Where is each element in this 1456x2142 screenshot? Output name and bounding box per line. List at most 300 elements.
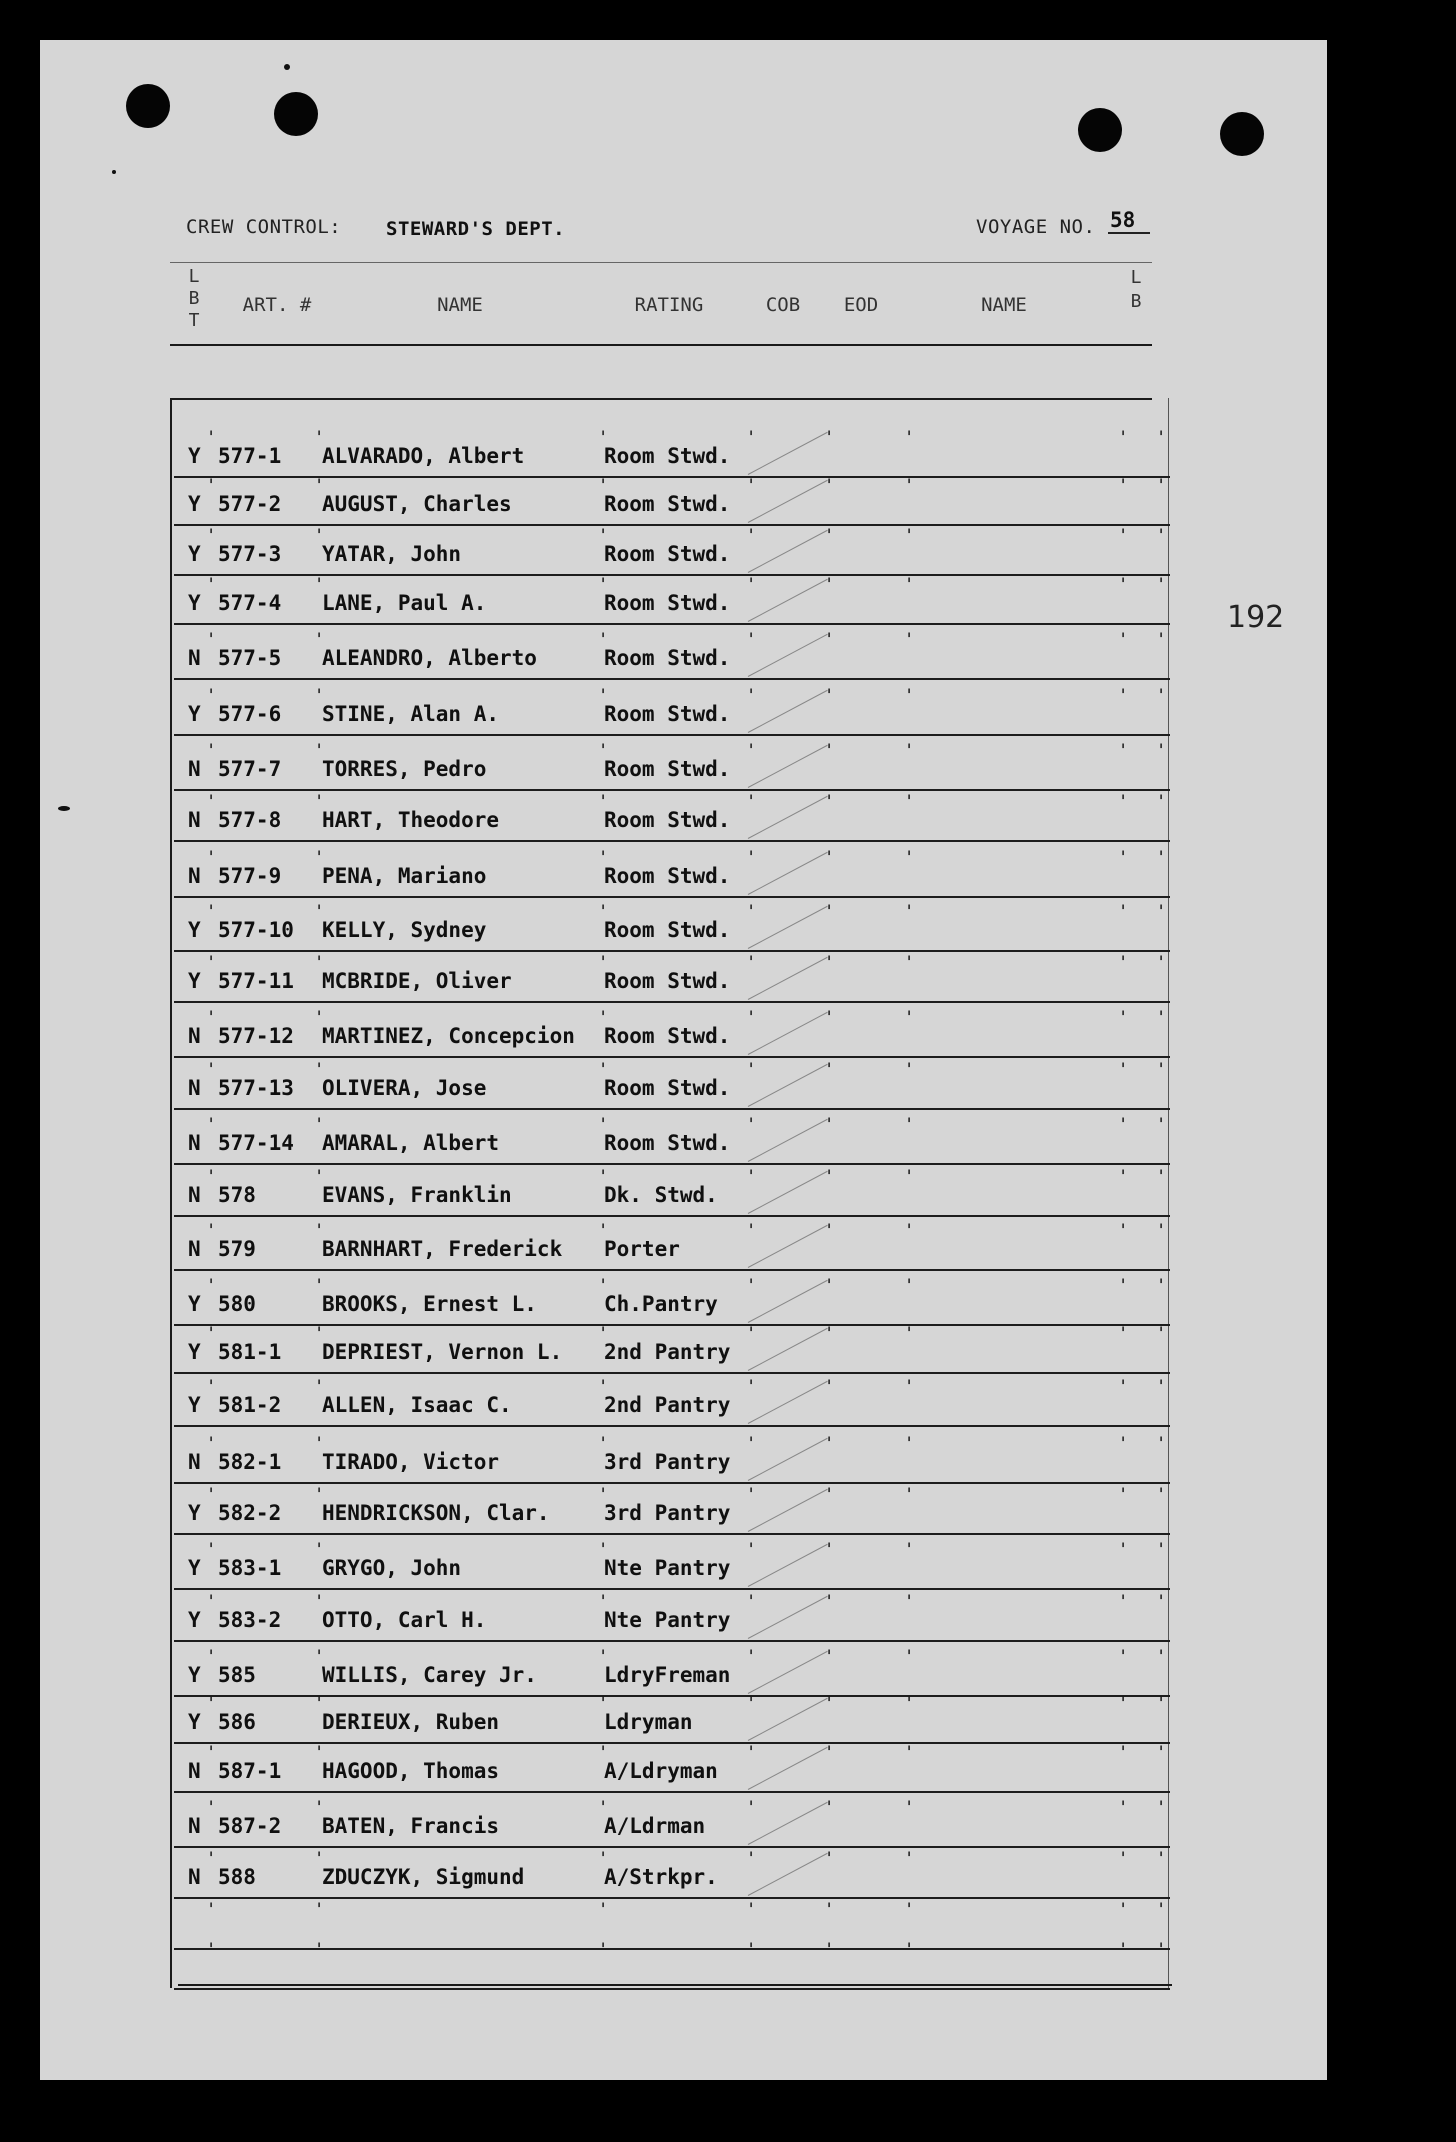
column-tick: ' bbox=[314, 575, 325, 595]
column-tick: ' bbox=[314, 526, 325, 546]
column-tick: ' bbox=[746, 1276, 757, 1296]
crew-rating: A/Strkpr. bbox=[604, 1865, 718, 1889]
col-art: ART. # bbox=[242, 294, 312, 316]
column-tick: ' bbox=[824, 1900, 835, 1920]
column-tick: ' bbox=[904, 1849, 915, 1869]
column-tick: ' bbox=[598, 1276, 609, 1296]
article-number: 577-6 bbox=[218, 702, 282, 726]
column-tick: ' bbox=[1156, 1743, 1167, 1763]
column-tick: ' bbox=[314, 1798, 325, 1818]
column-tick: ' bbox=[598, 1647, 609, 1667]
column-tick: ' bbox=[206, 1060, 217, 1080]
column-tick: ' bbox=[598, 1540, 609, 1560]
column-tick: ' bbox=[1156, 1647, 1167, 1667]
table-bottom-rule bbox=[178, 1984, 1172, 1986]
column-tick: ' bbox=[206, 1798, 217, 1818]
column-tick: ' bbox=[904, 1647, 915, 1667]
column-tick: ' bbox=[598, 1694, 609, 1714]
crew-name: BROOKS, Ernest L. bbox=[322, 1292, 537, 1316]
column-tick: ' bbox=[746, 848, 757, 868]
col-eod: EOD bbox=[843, 294, 879, 316]
column-tick: ' bbox=[1118, 848, 1129, 868]
row-rule bbox=[174, 1001, 1170, 1003]
column-tick: ' bbox=[314, 848, 325, 868]
table-row bbox=[0, 848, 1287, 900]
table-row bbox=[0, 1008, 1287, 1060]
column-tick: ' bbox=[904, 1694, 915, 1714]
crew-name: ZDUCZYK, Sigmund bbox=[322, 1865, 525, 1889]
table-row bbox=[0, 1540, 1287, 1592]
column-tick: ' bbox=[1156, 1276, 1167, 1296]
column-tick: ' bbox=[206, 476, 217, 496]
column-tick: ' bbox=[1118, 1377, 1129, 1397]
column-tick: ' bbox=[1118, 1940, 1129, 1960]
status-flag: Y bbox=[188, 1292, 201, 1316]
column-tick: ' bbox=[1156, 686, 1167, 706]
column-tick: ' bbox=[904, 792, 915, 812]
column-tick: ' bbox=[206, 953, 217, 973]
crew-name: ALLEN, Isaac C. bbox=[322, 1393, 512, 1417]
column-tick: ' bbox=[746, 1008, 757, 1028]
column-tick: ' bbox=[904, 902, 915, 922]
column-tick: ' bbox=[1156, 1008, 1167, 1028]
article-number: 586 bbox=[218, 1710, 256, 1734]
column-tick: ' bbox=[824, 1324, 835, 1344]
row-rule bbox=[174, 678, 1170, 680]
column-tick: ' bbox=[598, 1324, 609, 1344]
col-lb-2 bbox=[1126, 266, 1146, 314]
column-tick: ' bbox=[824, 1849, 835, 1869]
crew-rating: Room Stwd. bbox=[604, 492, 731, 516]
column-tick: ' bbox=[314, 953, 325, 973]
column-tick: ' bbox=[206, 1221, 217, 1241]
column-tick: ' bbox=[746, 792, 757, 812]
row-rule bbox=[174, 896, 1170, 898]
row-rule bbox=[174, 1056, 1170, 1058]
status-flag: N bbox=[188, 1450, 201, 1474]
column-tick: ' bbox=[1156, 526, 1167, 546]
crew-rating: Room Stwd. bbox=[604, 757, 731, 781]
column-tick: ' bbox=[1118, 1221, 1129, 1241]
status-flag: N bbox=[188, 808, 201, 832]
col-name-2: NAME bbox=[981, 294, 1027, 316]
crew-name: OLIVERA, Jose bbox=[322, 1076, 487, 1100]
crew-rating: LdryFreman bbox=[604, 1663, 731, 1687]
crew-name: MCBRIDE, Oliver bbox=[322, 969, 512, 993]
col-lbt-t: T bbox=[188, 310, 200, 331]
crew-name: LANE, Paul A. bbox=[322, 591, 487, 615]
column-tick: ' bbox=[206, 792, 217, 812]
status-flag: N bbox=[188, 646, 201, 670]
row-rule bbox=[174, 789, 1170, 791]
column-tick: ' bbox=[1118, 476, 1129, 496]
column-tick: ' bbox=[746, 1694, 757, 1714]
column-tick: ' bbox=[598, 1377, 609, 1397]
column-tick: ' bbox=[1118, 953, 1129, 973]
department-title: STEWARD'S DEPT. bbox=[386, 218, 566, 240]
status-flag: Y bbox=[188, 1340, 201, 1364]
column-tick: ' bbox=[598, 1115, 609, 1135]
col-lb2-l: L bbox=[1130, 267, 1142, 288]
punch-hole bbox=[1078, 108, 1122, 152]
status-flag: Y bbox=[188, 444, 201, 468]
table-row bbox=[0, 1167, 1287, 1219]
column-tick: ' bbox=[206, 1592, 217, 1612]
column-tick: ' bbox=[314, 1115, 325, 1135]
article-number: 587-1 bbox=[218, 1759, 282, 1783]
crew-name: MARTINEZ, Concepcion bbox=[322, 1024, 575, 1048]
crew-name: GRYGO, John bbox=[322, 1556, 462, 1580]
column-tick: ' bbox=[1156, 575, 1167, 595]
column-tick: ' bbox=[206, 1167, 217, 1187]
column-tick: ' bbox=[1156, 476, 1167, 496]
column-tick: ' bbox=[206, 1485, 217, 1505]
column-tick: ' bbox=[746, 1060, 757, 1080]
crew-name: ALVARADO, Albert bbox=[322, 444, 525, 468]
column-tick: ' bbox=[314, 476, 325, 496]
column-tick: ' bbox=[746, 1434, 757, 1454]
status-flag: Y bbox=[188, 702, 201, 726]
header-bottom-rule bbox=[170, 344, 1152, 346]
column-tick: ' bbox=[206, 428, 217, 448]
column-tick: ' bbox=[904, 1008, 915, 1028]
column-tick: ' bbox=[314, 1060, 325, 1080]
column-tick: ' bbox=[1118, 1798, 1129, 1818]
column-tick: ' bbox=[1118, 575, 1129, 595]
row-rule bbox=[174, 1846, 1170, 1848]
crew-rating: 3rd Pantry bbox=[604, 1501, 731, 1525]
col-rating: RATING bbox=[634, 294, 704, 316]
column-tick: ' bbox=[206, 1377, 217, 1397]
column-tick: ' bbox=[314, 902, 325, 922]
crew-rating: Room Stwd. bbox=[604, 1076, 731, 1100]
column-tick: ' bbox=[314, 1647, 325, 1667]
article-number: 582-2 bbox=[218, 1501, 282, 1525]
page-number: 192 bbox=[1227, 600, 1285, 635]
crew-name: PENA, Mariano bbox=[322, 864, 487, 888]
table-row bbox=[0, 1060, 1287, 1112]
crew-control-label: CREW CONTROL: bbox=[186, 216, 342, 238]
row-rule bbox=[174, 1425, 1170, 1427]
row-rule bbox=[174, 1897, 1170, 1899]
status-flag: Y bbox=[188, 1501, 201, 1525]
column-tick: ' bbox=[314, 1540, 325, 1560]
article-number: 577-13 bbox=[218, 1076, 294, 1100]
column-tick: ' bbox=[598, 526, 609, 546]
column-tick: ' bbox=[1118, 1694, 1129, 1714]
table-row bbox=[0, 1743, 1287, 1795]
crew-rating: A/Ldryman bbox=[604, 1759, 718, 1783]
column-tick: ' bbox=[1118, 1276, 1129, 1296]
article-number: 577-12 bbox=[218, 1024, 294, 1048]
column-tick: ' bbox=[1118, 1540, 1129, 1560]
column-tick: ' bbox=[824, 1694, 835, 1714]
crew-rating: Room Stwd. bbox=[604, 444, 731, 468]
column-tick: ' bbox=[206, 848, 217, 868]
column-tick: ' bbox=[206, 686, 217, 706]
column-tick: ' bbox=[598, 1798, 609, 1818]
column-tick: ' bbox=[314, 1485, 325, 1505]
article-number: 577-3 bbox=[218, 542, 282, 566]
column-tick: ' bbox=[824, 575, 835, 595]
column-tick: ' bbox=[206, 630, 217, 650]
column-tick: ' bbox=[904, 1060, 915, 1080]
header-top-rule bbox=[170, 262, 1152, 263]
col-lbt bbox=[184, 266, 204, 332]
status-flag: N bbox=[188, 1183, 201, 1207]
column-tick: ' bbox=[1118, 1008, 1129, 1028]
column-tick: ' bbox=[1156, 1940, 1167, 1960]
crew-name: HENDRICKSON, Clar. bbox=[322, 1501, 550, 1525]
crew-name: TORRES, Pedro bbox=[322, 757, 487, 781]
column-tick: ' bbox=[1118, 1849, 1129, 1869]
article-number: 583-1 bbox=[218, 1556, 282, 1580]
crew-name: KELLY, Sydney bbox=[322, 918, 487, 942]
crew-rating: Porter bbox=[604, 1237, 680, 1261]
column-tick: ' bbox=[904, 1485, 915, 1505]
column-tick: ' bbox=[824, 428, 835, 448]
column-tick: ' bbox=[1118, 428, 1129, 448]
column-tick: ' bbox=[824, 476, 835, 496]
col-lbt-l: L bbox=[188, 266, 200, 287]
column-tick: ' bbox=[746, 1115, 757, 1135]
column-tick: ' bbox=[904, 630, 915, 650]
status-flag: Y bbox=[188, 1663, 201, 1687]
table-row bbox=[0, 741, 1287, 793]
col-lb2-b: B bbox=[1130, 291, 1142, 312]
column-tick: ' bbox=[1118, 1900, 1129, 1920]
table-row bbox=[0, 686, 1287, 738]
column-tick: ' bbox=[206, 1276, 217, 1296]
status-flag: N bbox=[188, 757, 201, 781]
column-tick: ' bbox=[1156, 1485, 1167, 1505]
column-tick: ' bbox=[1156, 1798, 1167, 1818]
column-tick: ' bbox=[1118, 1060, 1129, 1080]
status-flag: N bbox=[188, 1024, 201, 1048]
column-tick: ' bbox=[206, 1849, 217, 1869]
column-tick: ' bbox=[206, 1940, 217, 1960]
article-number: 582-1 bbox=[218, 1450, 282, 1474]
column-tick: ' bbox=[824, 526, 835, 546]
table-row bbox=[0, 428, 1287, 480]
table-row bbox=[0, 1798, 1287, 1850]
crew-name: EVANS, Franklin bbox=[322, 1183, 512, 1207]
column-tick: ' bbox=[598, 1592, 609, 1612]
status-flag: Y bbox=[188, 969, 201, 993]
column-tick: ' bbox=[206, 1008, 217, 1028]
column-tick: ' bbox=[1156, 1324, 1167, 1344]
column-tick: ' bbox=[314, 1276, 325, 1296]
column-tick: ' bbox=[314, 1008, 325, 1028]
table-row bbox=[0, 902, 1287, 954]
column-tick: ' bbox=[746, 1743, 757, 1763]
column-tick: ' bbox=[314, 630, 325, 650]
column-tick: ' bbox=[746, 526, 757, 546]
column-tick: ' bbox=[1156, 1377, 1167, 1397]
column-tick: ' bbox=[1156, 428, 1167, 448]
column-tick: ' bbox=[1156, 1849, 1167, 1869]
column-tick: ' bbox=[746, 1221, 757, 1241]
table-row bbox=[0, 1485, 1287, 1537]
row-rule bbox=[174, 840, 1170, 842]
article-number: 577-5 bbox=[218, 646, 282, 670]
article-number: 587-2 bbox=[218, 1814, 282, 1838]
column-tick: ' bbox=[746, 476, 757, 496]
column-tick: ' bbox=[904, 476, 915, 496]
column-tick: ' bbox=[746, 1377, 757, 1397]
row-rule bbox=[174, 1108, 1170, 1110]
column-tick: ' bbox=[314, 1743, 325, 1763]
column-tick: ' bbox=[746, 1798, 757, 1818]
column-tick: ' bbox=[1156, 902, 1167, 922]
crew-name: TIRADO, Victor bbox=[322, 1450, 500, 1474]
article-number: 577-1 bbox=[218, 444, 282, 468]
column-tick: ' bbox=[824, 741, 835, 761]
column-tick: ' bbox=[206, 1540, 217, 1560]
column-tick: ' bbox=[746, 1849, 757, 1869]
column-tick: ' bbox=[824, 1798, 835, 1818]
table-row bbox=[0, 1647, 1287, 1699]
article-number: 581-2 bbox=[218, 1393, 282, 1417]
row-rule bbox=[174, 1163, 1170, 1165]
speck bbox=[284, 64, 290, 70]
column-tick: ' bbox=[1118, 1592, 1129, 1612]
column-tick: ' bbox=[314, 1940, 325, 1960]
column-tick: ' bbox=[904, 1900, 915, 1920]
column-tick: ' bbox=[746, 1940, 757, 1960]
crew-rating: Room Stwd. bbox=[604, 591, 731, 615]
column-tick: ' bbox=[314, 1592, 325, 1612]
column-tick: ' bbox=[824, 1221, 835, 1241]
table-row bbox=[0, 1849, 1287, 1901]
column-tick: ' bbox=[598, 741, 609, 761]
column-tick: ' bbox=[824, 686, 835, 706]
crew-rating: 2nd Pantry bbox=[604, 1340, 731, 1364]
column-tick: ' bbox=[314, 1167, 325, 1187]
column-tick: ' bbox=[1118, 1485, 1129, 1505]
column-tick: ' bbox=[206, 741, 217, 761]
col-lbt-b: B bbox=[188, 288, 200, 309]
crew-name: AUGUST, Charles bbox=[322, 492, 512, 516]
crew-rating: Room Stwd. bbox=[604, 864, 731, 888]
status-flag: N bbox=[188, 1237, 201, 1261]
column-tick: ' bbox=[904, 1743, 915, 1763]
column-tick: ' bbox=[746, 428, 757, 448]
column-tick: ' bbox=[598, 686, 609, 706]
column-tick: ' bbox=[314, 686, 325, 706]
article-number: 581-1 bbox=[218, 1340, 282, 1364]
column-tick: ' bbox=[824, 792, 835, 812]
crew-name: OTTO, Carl H. bbox=[322, 1608, 487, 1632]
column-tick: ' bbox=[1118, 741, 1129, 761]
column-tick: ' bbox=[314, 428, 325, 448]
column-tick: ' bbox=[206, 1694, 217, 1714]
crew-rating: Ch.Pantry bbox=[604, 1292, 718, 1316]
table-row bbox=[0, 1694, 1287, 1746]
article-number: 583-2 bbox=[218, 1608, 282, 1632]
row-rule bbox=[174, 623, 1170, 625]
crew-rating: Room Stwd. bbox=[604, 542, 731, 566]
column-tick: ' bbox=[206, 575, 217, 595]
status-flag: N bbox=[188, 1814, 201, 1838]
article-number: 577-7 bbox=[218, 757, 282, 781]
crew-rating: 3rd Pantry bbox=[604, 1450, 731, 1474]
table-row bbox=[0, 476, 1287, 528]
column-tick: ' bbox=[598, 1434, 609, 1454]
column-tick: ' bbox=[904, 741, 915, 761]
crew-rating: Room Stwd. bbox=[604, 969, 731, 993]
column-tick: ' bbox=[598, 630, 609, 650]
crew-name: AMARAL, Albert bbox=[322, 1131, 500, 1155]
speck bbox=[112, 170, 116, 174]
column-tick: ' bbox=[598, 848, 609, 868]
row-rule bbox=[174, 1215, 1170, 1217]
column-tick: ' bbox=[746, 1900, 757, 1920]
column-tick: ' bbox=[1156, 1060, 1167, 1080]
column-tick: ' bbox=[1156, 1167, 1167, 1187]
column-tick: ' bbox=[824, 1434, 835, 1454]
column-tick: ' bbox=[824, 1540, 835, 1560]
crew-rating: Room Stwd. bbox=[604, 702, 731, 726]
col-cob: COB bbox=[765, 294, 801, 316]
crew-name: ALEANDRO, Alberto bbox=[322, 646, 537, 670]
column-tick: ' bbox=[746, 575, 757, 595]
column-tick: ' bbox=[206, 1324, 217, 1344]
column-tick: ' bbox=[904, 1798, 915, 1818]
row-rule bbox=[174, 734, 1170, 736]
column-tick: ' bbox=[314, 1221, 325, 1241]
column-tick: ' bbox=[746, 1485, 757, 1505]
column-tick: ' bbox=[598, 1221, 609, 1241]
column-tick: ' bbox=[824, 1647, 835, 1667]
crew-name: STINE, Alan A. bbox=[322, 702, 500, 726]
status-flag: Y bbox=[188, 492, 201, 516]
column-tick: ' bbox=[904, 1324, 915, 1344]
column-tick: ' bbox=[598, 1940, 609, 1960]
column-tick: ' bbox=[206, 1647, 217, 1667]
crew-name: WILLIS, Carey Jr. bbox=[322, 1663, 537, 1687]
column-tick: ' bbox=[824, 1743, 835, 1763]
crew-name: DERIEUX, Ruben bbox=[322, 1710, 500, 1734]
table-row bbox=[0, 526, 1287, 578]
status-flag: N bbox=[188, 864, 201, 888]
table-row bbox=[0, 630, 1287, 682]
article-number: 585 bbox=[218, 1663, 256, 1687]
article-number: 580 bbox=[218, 1292, 256, 1316]
row-rule bbox=[174, 1533, 1170, 1535]
column-tick: ' bbox=[598, 1060, 609, 1080]
column-tick: ' bbox=[206, 526, 217, 546]
column-tick: ' bbox=[904, 848, 915, 868]
crew-name: DEPRIEST, Vernon L. bbox=[322, 1340, 563, 1364]
column-tick: ' bbox=[314, 1324, 325, 1344]
column-tick: ' bbox=[904, 1377, 915, 1397]
column-tick: ' bbox=[1118, 792, 1129, 812]
article-number: 577-9 bbox=[218, 864, 282, 888]
status-flag: Y bbox=[188, 1608, 201, 1632]
crew-name: HAGOOD, Thomas bbox=[322, 1759, 500, 1783]
column-tick: ' bbox=[1156, 1694, 1167, 1714]
column-tick: ' bbox=[1118, 1434, 1129, 1454]
column-tick: ' bbox=[1156, 953, 1167, 973]
col-name: NAME bbox=[437, 294, 483, 316]
row-rule bbox=[174, 1482, 1170, 1484]
column-tick: ' bbox=[314, 1434, 325, 1454]
table-row bbox=[0, 1221, 1287, 1273]
punch-hole bbox=[126, 84, 170, 128]
column-tick: ' bbox=[824, 1592, 835, 1612]
column-tick: ' bbox=[1118, 1324, 1129, 1344]
